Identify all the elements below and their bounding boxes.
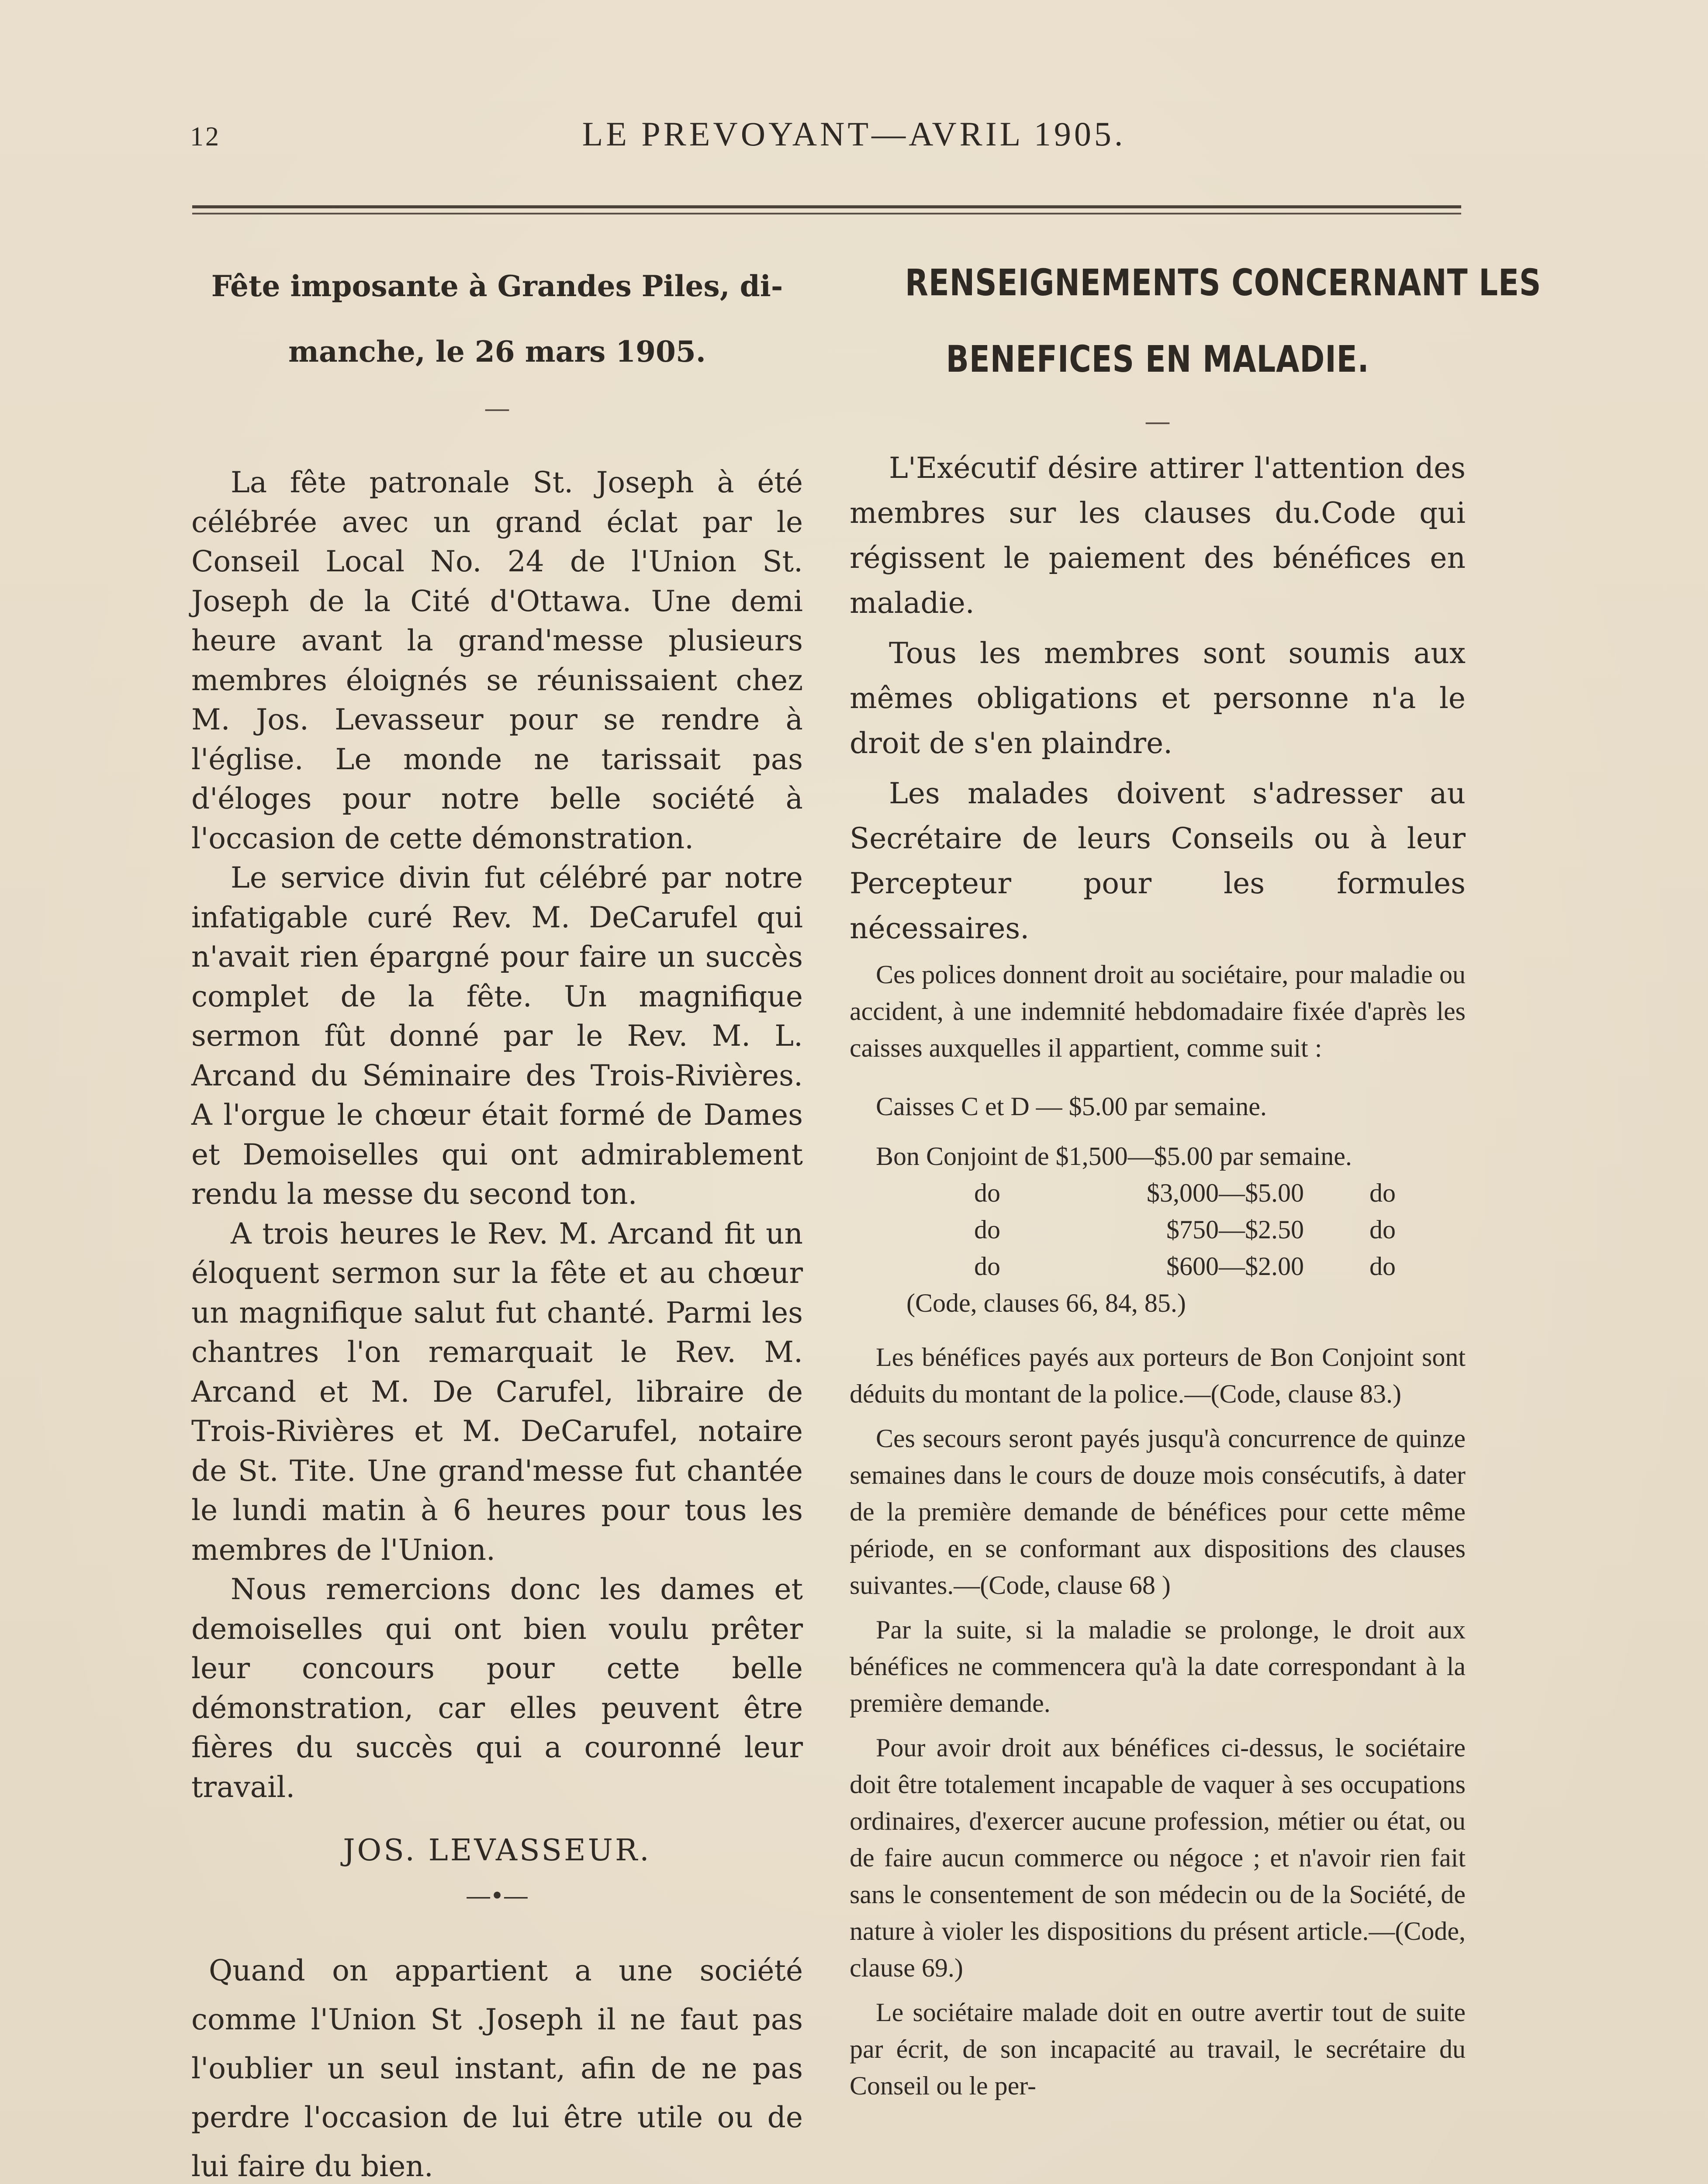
fete-paragraph-3: A trois heures le Rev. M. Arcand fit un éloquent sermon sur la fête et au chœur un magnifique salut fut chanté. Parmi les chantres l'on remarquait le Rev. M. Arcand et M. De Carufel, libraire de Trois-Rivières et M. DeCarufel, notaire de St. Tite. Une grand'messe fut chantée le lundi matin à 6 heures pour tous les membres de l'Union. [191, 1216, 803, 1567]
bon-conjoint-line: Bon Conjoint de $1,500—$5.00 par semaine. [876, 1142, 1352, 1171]
article-title-benefices-line1: RENSEIGNEMENTS CONCERNANT LES [905, 261, 1542, 304]
page-number: 12 [190, 122, 221, 152]
benefices-paragraph-9: Le sociétaire malade doit en outre avertir tout de suite par écrit, de son incapacité au travail, le secrétaire du Conseil ou le per- [850, 1998, 1466, 2100]
header-rule [192, 205, 1461, 208]
bon-row-amount: $600—$2.00 [1166, 1252, 1304, 1281]
benefices-paragraph-8: Pour avoir droit aux bénéfices ci-dessus, le sociétaire doit être totalement incapable de vaquer à ses occupations ordinaires, d'exercer aucune profession, métier ou état, ou de faire aucun commerce ou négoce ; et n'avoir rien fait sans le consentement de son médecin ou de la Société, de nature à violer les dispositions du présent article.—(Code, clause 69.) [850, 1733, 1466, 1982]
bon-row-unit: do [1369, 1178, 1396, 1207]
bon-conjoint-row [876, 1175, 1466, 1211]
article-title-benefices-line2: BENEFICES EN MALADIE. [946, 338, 1369, 380]
bon-row-label: do [974, 1178, 1000, 1207]
fete-paragraph-2: Le service divin fut célébré par notre infatigable curé Rev. M. DeCarufel qui n'avait rien épargné pour faire un succès complet de la fête. Un magnifique sermon fût donné par le Rev. M. L. Arcand du Séminaire des Trois-Rivières. A l'orgue le chœur était formé de Dames et Demoiselles qui ont admirablement rendu la messe du second ton. [191, 861, 803, 1211]
title-dash-right: — [1144, 406, 1171, 437]
article-title-fete [191, 253, 803, 384]
benefices-paragraph-3: Les malades doivent s'adresser au Secrétaire de leurs Conseils ou à leur Percepteur pour les formules nécessaires. [850, 777, 1466, 945]
fete-paragraph-1: La fête patronale St. Joseph à été célébrée avec un grand éclat par le Conseil Local No. 24 de l'Union St. Joseph de la Cité d'Ottawa. Une demi heure avant la grand'messe plusieurs membres éloignés se réunissaient chez M. Jos. Levasseur pour se rendre à l'église. Le monde ne tarissait pas d'éloges pour notre belle société à l'occasion de cette démonstration. [191, 466, 803, 855]
benefices-paragraph-7: Par la suite, si la maladie se prolonge, le droit aux bénéfices ne commencera qu'à la date correspondant à la première demande. [850, 1615, 1466, 1717]
bon-row-unit: do [1369, 1252, 1396, 1281]
bon-row-label: do [974, 1215, 1000, 1244]
benefices-paragraph-4: Ces polices donnent droit au sociétaire, pour maladie ou accident, à une indemnité hebdomadaire fixée d'après les caisses auxquelles il appartient, comme suit : [850, 960, 1466, 1062]
benefices-paragraph-2: Tous les membres sont soumis aux mêmes obligations et personne n'a le droit de s'en plaindre. [850, 636, 1466, 760]
bon-conjoint-table [876, 1175, 1466, 1285]
bon-row-amount: $3,000—$5.00 [1147, 1178, 1304, 1207]
benefices-paragraph-1: L'Exécutif désire attirer l'attention des membres sur les clauses du.Code qui régissent le paiement des bénéfices en maladie. [850, 451, 1466, 620]
article-title-fete-line2: manche, le 26 mars 1905. [288, 335, 706, 369]
benefices-paragraph-5: Les bénéfices payés aux porteurs de Bon Conjoint sont déduits du montant de la police.—(Code, clause 83.) [850, 1343, 1466, 1408]
code-reference: (Code, clauses 66, 84, 85.) [906, 1289, 1186, 1317]
bon-row-unit: do [1369, 1215, 1396, 1244]
left-column [191, 245, 803, 2184]
afterword-paragraph: Quand on appartient a une société comme l'Union St .Joseph il ne faut pas l'oublier un seul instant, afin de ne pas perdre l'occasion de lui être utile ou de lui faire du bien. [191, 1954, 803, 2183]
header-rule-thin [192, 213, 1461, 214]
bon-row-label: do [974, 1252, 1000, 1281]
title-dash: — [484, 393, 510, 424]
benefices-paragraph-6: Ces secours seront payés jusqu'à concurrence de quinze semaines dans le cours de douze mois consécutifs, à dater de la première demande de bénéfices pour cette même période, en se conformant aux dispositions des clauses suivantes.—(Code, clause 68 ) [850, 1424, 1466, 1600]
bon-row-amount: $750—$2.50 [1166, 1215, 1304, 1244]
fete-paragraph-4: Nous remercions donc les dames et demoiselles qui ont bien voulu prêter leur concours pour cette belle démonstration, car elles peuvent être fières du succès qui a couronné leur travail. [191, 1572, 803, 1804]
bon-conjoint-row [876, 1211, 1466, 1248]
right-column [850, 245, 1542, 2184]
ornament-divider: ―•― [467, 1882, 528, 1910]
running-head: LE PREVOYANT—AVRIL 1905. [582, 115, 1126, 153]
signature: JOS. LEVASSEUR. [343, 1833, 651, 1868]
article-title-fete-line1: Fête imposante à Grandes Piles, di- [211, 269, 783, 303]
caisses-line: Caisses C et D — $5.00 par semaine. [876, 1092, 1267, 1121]
bon-conjoint-row [876, 1248, 1466, 1285]
